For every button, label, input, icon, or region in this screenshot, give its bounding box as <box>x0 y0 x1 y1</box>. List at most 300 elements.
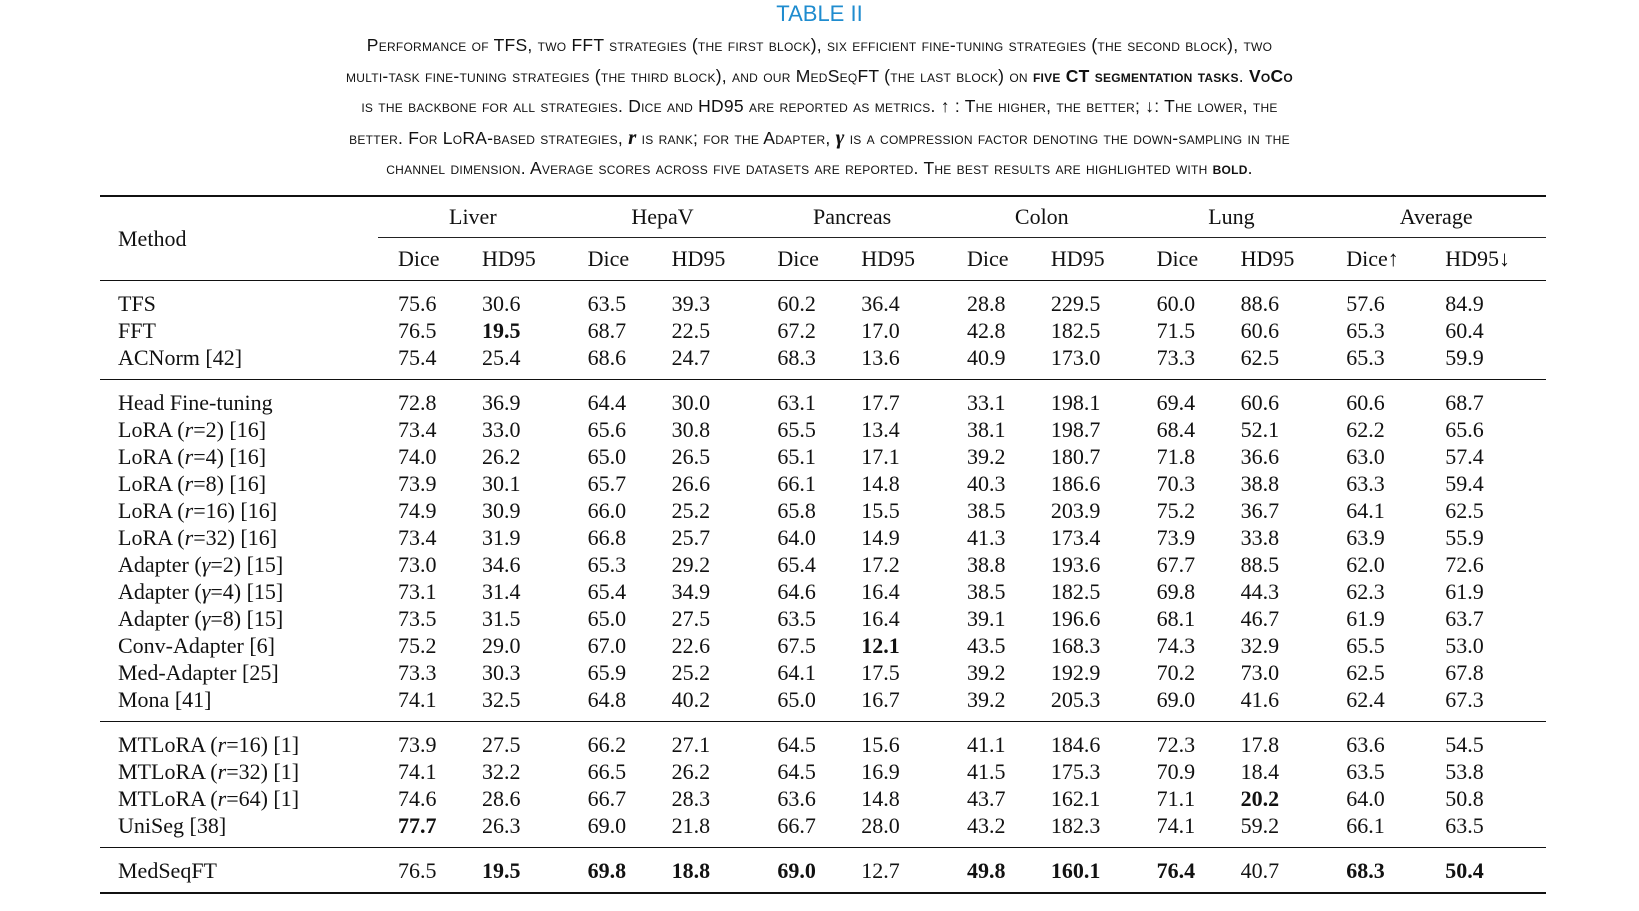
caption-line-2: multi-task fine-tuning strategies (the third block), and our MedSeqFT (the last block) on five CT segmentation tasks. VoCo <box>346 65 1293 86</box>
value-cell: 76.5 <box>398 858 437 883</box>
method-cell: TFS <box>118 291 156 316</box>
value-cell <box>470 848 568 894</box>
value-cell: 57.4 <box>1445 444 1484 469</box>
value-cell: 30.9 <box>481 498 521 523</box>
value-cell: 14.8 <box>861 786 900 811</box>
value-cell: 61.9 <box>1346 606 1385 631</box>
value-cell: 88.5 <box>1240 552 1280 577</box>
value-cell: 66.1 <box>777 471 816 496</box>
value-cell: 30.8 <box>671 417 711 442</box>
value-cell: 88.6 <box>1240 291 1280 316</box>
value-cell: 39.3 <box>671 291 711 316</box>
value-cell: 65.0 <box>587 444 627 469</box>
method-cell: ACNorm [42] <box>118 345 243 370</box>
value-cell: 62.5 <box>1445 498 1484 523</box>
table-row <box>100 686 1546 722</box>
value-cell: 74.1 <box>398 759 437 784</box>
value-cell: 40.3 <box>966 471 1006 496</box>
value-cell: 25.7 <box>671 525 711 550</box>
value-cell: 173.0 <box>1050 345 1101 370</box>
value-cell: 74.1 <box>398 687 437 712</box>
table-label: TABLE II <box>776 1 863 26</box>
value-cell: 71.1 <box>1156 786 1196 811</box>
value-cell: 14.8 <box>861 471 900 496</box>
value-cell: 162.1 <box>1050 786 1101 811</box>
value-cell: 175.3 <box>1050 759 1101 784</box>
best-value: 50.4 <box>1445 858 1484 883</box>
value-cell: 63.5 <box>1445 813 1484 838</box>
value-cell: 60.4 <box>1445 318 1484 343</box>
value-cell: 73.4 <box>398 417 437 442</box>
best-value: 49.8 <box>966 858 1006 883</box>
subheader-cell: HD95 <box>1050 246 1105 271</box>
table-row <box>100 497 1546 524</box>
value-cell: 64.5 <box>777 732 816 757</box>
value-cell: 73.9 <box>1156 525 1196 550</box>
table-row <box>100 785 1546 812</box>
value-cell: 27.5 <box>481 732 521 757</box>
value-cell <box>660 848 758 894</box>
value-cell: 168.3 <box>1050 633 1101 658</box>
value-cell: 75.2 <box>398 633 437 658</box>
value-cell: 54.5 <box>1445 732 1484 757</box>
value-cell: 43.7 <box>966 786 1006 811</box>
subheader-cell: HD95↓ <box>1445 246 1510 271</box>
value-cell <box>1137 848 1229 894</box>
value-cell: 63.6 <box>1346 732 1385 757</box>
subheader-cell: HD95 <box>671 246 726 271</box>
value-cell: 69.0 <box>1156 687 1196 712</box>
value-cell: 63.1 <box>777 390 816 415</box>
subheader-cell: Dice <box>1156 246 1199 271</box>
value-cell: 73.0 <box>1240 660 1280 685</box>
value-cell: 66.2 <box>587 732 627 757</box>
value-cell: 60.2 <box>777 291 816 316</box>
value-cell: 73.9 <box>398 471 437 496</box>
value-cell: 173.4 <box>1050 525 1101 550</box>
value-cell: 30.3 <box>481 660 521 685</box>
value-cell: 65.1 <box>777 444 816 469</box>
value-cell: 71.5 <box>1156 318 1196 343</box>
value-cell: 26.3 <box>481 813 521 838</box>
value-cell <box>1433 848 1546 894</box>
value-cell: 15.6 <box>861 732 900 757</box>
value-cell <box>947 848 1039 894</box>
value-cell: 72.3 <box>1156 732 1196 757</box>
value-cell: 53.0 <box>1445 633 1484 658</box>
value-cell: 41.1 <box>966 732 1006 757</box>
value-cell: 65.0 <box>777 687 816 712</box>
table-row <box>100 758 1546 785</box>
caption-line-3: is the backbone for all strategies. Dice and HD95 are reported as metrics. ↑ : The higher, the better; ↓: The lower, the <box>361 96 1278 116</box>
value-cell: 60.0 <box>1156 291 1196 316</box>
value-cell: 16.4 <box>861 579 900 604</box>
table-row <box>100 632 1546 659</box>
table-row <box>100 578 1546 605</box>
value-cell: 41.5 <box>966 759 1006 784</box>
value-cell: 65.3 <box>1346 318 1385 343</box>
value-cell: 34.9 <box>671 579 711 604</box>
value-cell: 70.2 <box>1156 660 1196 685</box>
value-cell: 22.5 <box>671 318 711 343</box>
value-cell: 68.3 <box>777 345 816 370</box>
value-cell: 59.4 <box>1445 471 1484 496</box>
value-cell: 18.4 <box>1240 759 1280 784</box>
value-cell: 73.3 <box>398 660 437 685</box>
value-cell: 42.8 <box>966 318 1006 343</box>
value-cell: 229.5 <box>1050 291 1101 316</box>
value-cell: 65.3 <box>587 552 627 577</box>
value-cell: 67.7 <box>1156 552 1196 577</box>
value-cell: 43.2 <box>966 813 1006 838</box>
group-colon: Colon <box>947 196 1137 238</box>
value-cell: 72.8 <box>398 390 437 415</box>
method-cell: LoRA (r=8) [16] <box>118 471 267 496</box>
value-cell: 36.6 <box>1240 444 1280 469</box>
subheader-cell: Dice <box>777 246 819 271</box>
value-cell: 74.1 <box>1156 813 1196 838</box>
best-value: 69.0 <box>777 858 816 883</box>
value-cell: 68.6 <box>587 345 627 370</box>
method-cell: UniSeg [38] <box>118 813 227 838</box>
table-row <box>100 848 1546 894</box>
value-cell: 74.3 <box>1156 633 1196 658</box>
results-table <box>100 195 1546 894</box>
best-value: 12.1 <box>861 633 900 658</box>
value-cell: 55.9 <box>1445 525 1484 550</box>
value-cell: 25.2 <box>671 660 711 685</box>
value-cell: 74.6 <box>398 786 437 811</box>
method-cell: MTLoRA (r=64) [1] <box>118 786 300 811</box>
value-cell: 36.7 <box>1240 498 1280 523</box>
subheader-cell: Dice↑ <box>1346 246 1399 271</box>
value-cell: 31.9 <box>481 525 521 550</box>
value-cell: 39.2 <box>966 660 1006 685</box>
value-cell: 69.4 <box>1156 390 1196 415</box>
value-cell: 31.4 <box>481 579 521 604</box>
value-cell: 60.6 <box>1240 318 1280 343</box>
value-cell: 26.6 <box>671 471 711 496</box>
value-cell: 34.6 <box>481 552 521 577</box>
method-cell: LoRA (r=32) [16] <box>118 525 278 550</box>
value-cell: 65.5 <box>777 417 816 442</box>
value-cell: 66.7 <box>587 786 627 811</box>
value-cell: 57.6 <box>1346 291 1385 316</box>
value-cell: 38.8 <box>966 552 1006 577</box>
value-cell <box>378 812 470 848</box>
value-cell: 38.1 <box>966 417 1006 442</box>
value-cell: 84.9 <box>1445 291 1484 316</box>
method-cell: Adapter (γ=4) [15] <box>118 579 284 604</box>
value-cell: 71.8 <box>1156 444 1196 469</box>
table-row <box>100 812 1546 848</box>
value-cell: 50.8 <box>1445 786 1484 811</box>
value-cell: 65.0 <box>587 606 627 631</box>
value-cell: 73.5 <box>398 606 437 631</box>
value-cell: 63.7 <box>1445 606 1484 631</box>
value-cell: 64.1 <box>777 660 816 685</box>
value-cell: 41.6 <box>1240 687 1280 712</box>
value-cell: 17.0 <box>861 318 900 343</box>
value-cell: 64.0 <box>777 525 816 550</box>
value-cell: 62.4 <box>1346 687 1385 712</box>
value-cell: 39.1 <box>966 606 1006 631</box>
value-cell: 198.7 <box>1050 417 1101 442</box>
value-cell: 38.5 <box>966 498 1006 523</box>
value-cell: 65.6 <box>1445 417 1484 442</box>
subheader-cell: Dice <box>966 246 1009 271</box>
value-cell: 67.8 <box>1445 660 1484 685</box>
best-value: 68.3 <box>1346 858 1385 883</box>
value-cell: 66.1 <box>1346 813 1385 838</box>
best-value: 20.2 <box>1240 786 1280 811</box>
table-row <box>100 524 1546 551</box>
value-cell: 74.0 <box>398 444 437 469</box>
value-cell: 14.9 <box>861 525 900 550</box>
value-cell: 16.4 <box>861 606 900 631</box>
table-row <box>100 605 1546 632</box>
value-cell: 16.7 <box>861 687 900 712</box>
value-cell: 64.0 <box>1346 786 1385 811</box>
value-cell: 30.6 <box>481 291 521 316</box>
value-cell: 65.5 <box>1346 633 1385 658</box>
best-value: 76.4 <box>1156 858 1196 883</box>
value-cell: 21.8 <box>671 813 711 838</box>
best-value: 160.1 <box>1050 858 1101 883</box>
value-cell: 38.5 <box>966 579 1006 604</box>
group-pancreas: Pancreas <box>757 196 947 238</box>
value-cell: 67.0 <box>587 633 627 658</box>
value-cell: 40.7 <box>1240 858 1280 883</box>
value-cell: 15.5 <box>861 498 900 523</box>
value-cell: 46.7 <box>1240 606 1280 631</box>
value-cell: 60.6 <box>1346 390 1385 415</box>
value-cell: 17.7 <box>861 390 900 415</box>
value-cell: 65.6 <box>587 417 627 442</box>
value-cell: 33.8 <box>1240 525 1280 550</box>
value-cell: 193.6 <box>1050 552 1101 577</box>
method-cell: LoRA (r=16) [16] <box>118 498 278 523</box>
value-cell: 182.5 <box>1050 318 1101 343</box>
method-cell: MTLoRA (r=16) [1] <box>118 732 300 757</box>
value-cell: 65.7 <box>587 471 627 496</box>
value-cell: 26.2 <box>671 759 711 784</box>
value-cell: 38.8 <box>1240 471 1280 496</box>
value-cell: 180.7 <box>1050 444 1101 469</box>
method-cell: Med-Adapter [25] <box>118 660 279 685</box>
value-cell: 61.9 <box>1445 579 1484 604</box>
best-value: 19.5 <box>481 858 521 883</box>
value-cell: 75.6 <box>398 291 437 316</box>
value-cell <box>849 632 947 659</box>
value-cell: 67.3 <box>1445 687 1484 712</box>
table-row <box>100 722 1546 759</box>
value-cell: 70.3 <box>1156 471 1196 496</box>
value-cell: 28.3 <box>671 786 711 811</box>
value-cell: 65.8 <box>777 498 816 523</box>
value-cell: 64.8 <box>587 687 627 712</box>
value-cell: 32.2 <box>481 759 521 784</box>
value-cell: 64.6 <box>777 579 816 604</box>
value-cell: 27.1 <box>671 732 711 757</box>
value-cell: 75.4 <box>398 345 437 370</box>
value-cell: 25.4 <box>481 345 521 370</box>
value-cell: 41.3 <box>966 525 1006 550</box>
value-cell <box>757 848 849 894</box>
value-cell: 64.1 <box>1346 498 1385 523</box>
value-cell <box>1039 848 1137 894</box>
value-cell: 63.5 <box>587 291 627 316</box>
value-cell: 64.4 <box>587 390 627 415</box>
best-value: 77.7 <box>398 813 437 838</box>
value-cell: 17.1 <box>861 444 900 469</box>
group-lung: Lung <box>1137 196 1327 238</box>
value-cell: 66.5 <box>587 759 627 784</box>
value-cell: 73.4 <box>398 525 437 550</box>
value-cell: 192.9 <box>1050 660 1101 685</box>
value-cell: 67.2 <box>777 318 816 343</box>
value-cell: 68.1 <box>1156 606 1196 631</box>
value-cell: 40.9 <box>966 345 1006 370</box>
value-cell: 62.2 <box>1346 417 1385 442</box>
value-cell: 59.9 <box>1445 345 1484 370</box>
value-cell: 73.9 <box>398 732 437 757</box>
value-cell: 203.9 <box>1050 498 1101 523</box>
value-cell <box>1326 848 1433 894</box>
value-cell: 33.1 <box>966 390 1006 415</box>
subheader-cell: HD95 <box>481 246 536 271</box>
table-row <box>100 281 1546 318</box>
group-average: Average <box>1326 196 1546 238</box>
value-cell: 68.4 <box>1156 417 1196 442</box>
value-cell: 63.5 <box>777 606 816 631</box>
value-cell: 75.2 <box>1156 498 1196 523</box>
value-cell: 22.6 <box>671 633 711 658</box>
value-cell: 70.9 <box>1156 759 1196 784</box>
value-cell: 12.7 <box>861 858 900 883</box>
value-cell: 28.0 <box>861 813 900 838</box>
value-cell: 67.5 <box>777 633 816 658</box>
method-header: Method <box>118 225 187 251</box>
value-cell: 73.1 <box>398 579 437 604</box>
value-cell: 62.0 <box>1346 552 1385 577</box>
method-cell: Adapter (γ=8) [15] <box>118 606 284 631</box>
value-cell: 66.7 <box>777 813 816 838</box>
value-cell: 40.2 <box>671 687 711 712</box>
table-row <box>100 659 1546 686</box>
value-cell: 66.8 <box>587 525 627 550</box>
value-cell: 52.1 <box>1240 417 1280 442</box>
value-cell: 60.6 <box>1240 390 1280 415</box>
value-cell: 63.3 <box>1346 471 1385 496</box>
value-cell: 24.7 <box>671 345 711 370</box>
value-cell: 59.2 <box>1240 813 1280 838</box>
value-cell: 69.0 <box>587 813 627 838</box>
value-cell: 65.4 <box>587 579 627 604</box>
value-cell: 39.2 <box>966 444 1006 469</box>
value-cell: 32.9 <box>1240 633 1280 658</box>
method-cell: Adapter (γ=2) [15] <box>118 552 284 577</box>
value-cell: 62.5 <box>1240 345 1280 370</box>
table-body <box>100 281 1546 894</box>
value-cell: 13.4 <box>861 417 900 442</box>
method-cell: Head Fine-tuning <box>118 390 273 415</box>
method-cell: Mona [41] <box>118 687 212 712</box>
value-cell: 36.4 <box>861 291 900 316</box>
value-cell: 44.3 <box>1240 579 1280 604</box>
table-row <box>100 380 1546 417</box>
value-cell: 17.8 <box>1240 732 1280 757</box>
table-row <box>100 416 1546 443</box>
method-cell: MedSeqFT <box>118 858 217 883</box>
value-cell: 63.6 <box>777 786 816 811</box>
value-cell: 184.6 <box>1050 732 1101 757</box>
value-cell: 36.9 <box>481 390 521 415</box>
best-value: 19.5 <box>481 318 521 343</box>
value-cell: 65.3 <box>1346 345 1385 370</box>
value-cell: 68.7 <box>1445 390 1484 415</box>
best-value: 18.8 <box>671 858 711 883</box>
subheader-cell: Dice <box>398 246 440 271</box>
table-row <box>100 443 1546 470</box>
value-cell: 30.1 <box>481 471 521 496</box>
caption-line-5: channel dimension. Average scores across five datasets are reported. The best results are highlighted with bold. <box>386 158 1253 178</box>
value-cell <box>470 317 568 344</box>
value-cell: 26.2 <box>481 444 521 469</box>
value-cell: 76.5 <box>398 318 437 343</box>
value-cell: 25.2 <box>671 498 711 523</box>
value-cell: 63.5 <box>1346 759 1385 784</box>
group-hepav: HepaV <box>568 196 758 238</box>
group-liver: Liver <box>378 196 568 238</box>
caption-line-1: Performance of TFS, two FFT strategies (the first block), six efficient fine-tuning strategies (the second block), two <box>366 35 1273 55</box>
method-cell: LoRA (r=4) [16] <box>118 444 267 469</box>
table-row <box>100 551 1546 578</box>
table-row <box>100 470 1546 497</box>
value-cell: 29.0 <box>481 633 521 658</box>
value-cell: 74.9 <box>398 498 437 523</box>
value-cell <box>1229 785 1327 812</box>
table-caption <box>40 30 1599 184</box>
value-cell: 182.3 <box>1050 813 1101 838</box>
value-cell: 53.8 <box>1445 759 1484 784</box>
value-cell: 13.6 <box>861 345 900 370</box>
subheader-cell: Dice <box>587 246 630 271</box>
table-row <box>100 344 1546 380</box>
value-cell: 182.5 <box>1050 579 1101 604</box>
value-cell: 28.6 <box>481 786 521 811</box>
value-cell: 63.0 <box>1346 444 1385 469</box>
value-cell: 17.2 <box>861 552 900 577</box>
value-cell: 73.0 <box>398 552 437 577</box>
method-cell: FFT <box>118 318 156 343</box>
value-cell: 72.6 <box>1445 552 1484 577</box>
group-header-row <box>100 196 1546 238</box>
value-cell: 27.5 <box>671 606 711 631</box>
value-cell <box>568 848 660 894</box>
value-cell: 32.5 <box>481 687 521 712</box>
value-cell: 186.6 <box>1050 471 1101 496</box>
value-cell: 17.5 <box>861 660 900 685</box>
value-cell: 62.3 <box>1346 579 1385 604</box>
value-cell: 29.2 <box>671 552 711 577</box>
subheader-cell: HD95 <box>1240 246 1295 271</box>
value-cell: 28.8 <box>966 291 1006 316</box>
value-cell: 26.5 <box>671 444 711 469</box>
caption-line-4: better. For LoRA-based strategies, r is rank; for the Adapter, γ is a compression factor denoting the down-sampling in the <box>349 124 1290 149</box>
method-cell: LoRA (r=2) [16] <box>118 417 267 442</box>
value-cell: 196.6 <box>1050 606 1101 631</box>
